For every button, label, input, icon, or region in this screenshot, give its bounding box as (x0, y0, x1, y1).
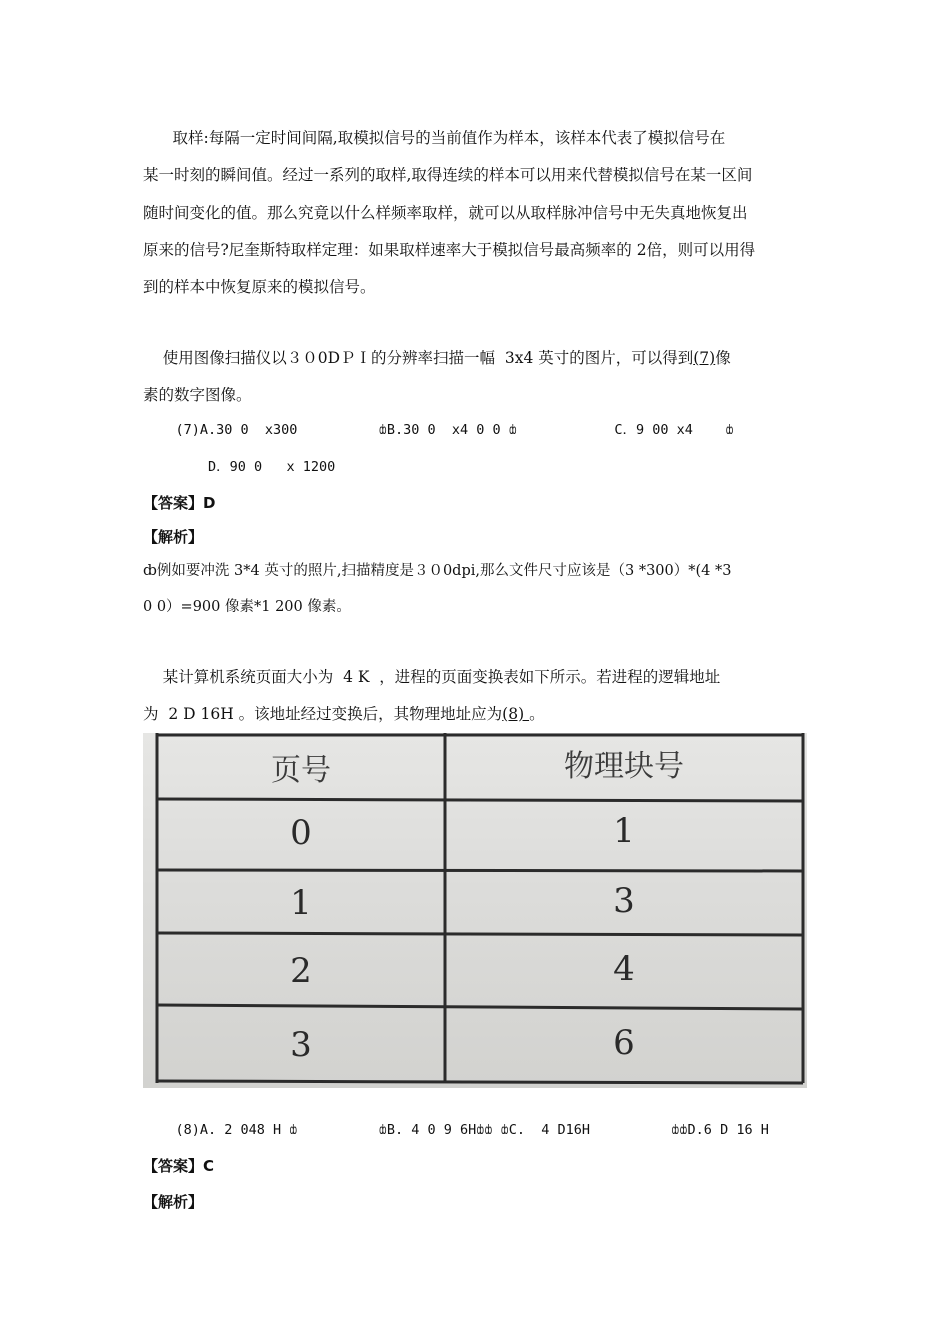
question-text-line: 素的数字图像。 (143, 386, 252, 404)
analysis-label: 【解析】 (143, 528, 204, 546)
table-cell: 3 (290, 1025, 312, 1065)
table-header-page: 页号 (271, 753, 331, 788)
table-cell: 0 (290, 813, 312, 853)
options-line: D．90 0 x 1200 (143, 459, 336, 475)
table-cell: 1 (290, 883, 312, 923)
question-text: 为 2 D 16H 。该地址经过变换后，其物理地址应为 (143, 705, 503, 723)
paragraph-line: 到的样本中恢复原来的模拟信号。 (143, 278, 376, 296)
paragraph-line: 随时间变化的值。那么究竟以什么样频率取样，就可以从取样脉冲信号中无失真地恢复出 (143, 204, 748, 222)
options-line: (7)A.30 0 x300 ȸB.30 0 x4 0 0 ȸ C．9 00 x4 ȸ (143, 422, 734, 438)
table-cell: 4 (613, 949, 635, 989)
blank-8: (8) (502, 705, 530, 723)
paragraph-line: 某一时刻的瞬间值。经过一系列的取样,取得连续的样本可以用来代替模拟信号在某一区间 (143, 166, 753, 184)
analysis-line: 0 0）=900 像素*1 200 像素。 (143, 599, 351, 615)
question-text-line: 某计算机系统页面大小为 4 K ，进程的页面变换表如下所示。若进程的逻辑地址 (143, 668, 721, 686)
table-cell: 6 (613, 1023, 635, 1063)
paragraph-line: 原来的信号?尼奎斯特取样定理：如果取样速率大于模拟信号最高频率的 2倍，则可以用得 (143, 241, 756, 259)
page-table-photo (143, 733, 807, 1088)
blank-7: (7) (693, 349, 716, 367)
analysis-line: ȸ例如要冲洗 3*4 英寸的照片,扫描精度是３０0dpi,那么文件尺寸应该是（3 *300）*(4 *3 (143, 563, 732, 579)
table-header-block: 物理块号 (564, 749, 684, 784)
question-text: 使用图像扫描仪以３０0DＰＩ的分辨率扫描一幅 3x4 英寸的图片，可以得到 (143, 349, 694, 367)
analysis-label: 【解析】 (143, 1193, 204, 1211)
answer-label: 【答案】D (143, 494, 216, 512)
question-text-line (143, 348, 731, 368)
options-line: (8)A. 2 048 H ȸ ȸB. 4 0 9 6Hȸȸ ȸC. 4 D16H ȸȸD.6 D 16 H (143, 1122, 769, 1138)
question-text: 。 (529, 705, 545, 723)
answer-label: 【答案】C (143, 1157, 215, 1175)
table-cell: 3 (613, 881, 635, 921)
question-text-line (143, 704, 545, 724)
table-cell: 2 (290, 951, 312, 991)
table-cell: 1 (613, 811, 635, 851)
question-text: 像 (715, 349, 731, 367)
paragraph-line: 取样:每隔一定时间间隔,取模拟信号的当前值作为样本，该样本代表了模拟信号在 (143, 129, 726, 147)
